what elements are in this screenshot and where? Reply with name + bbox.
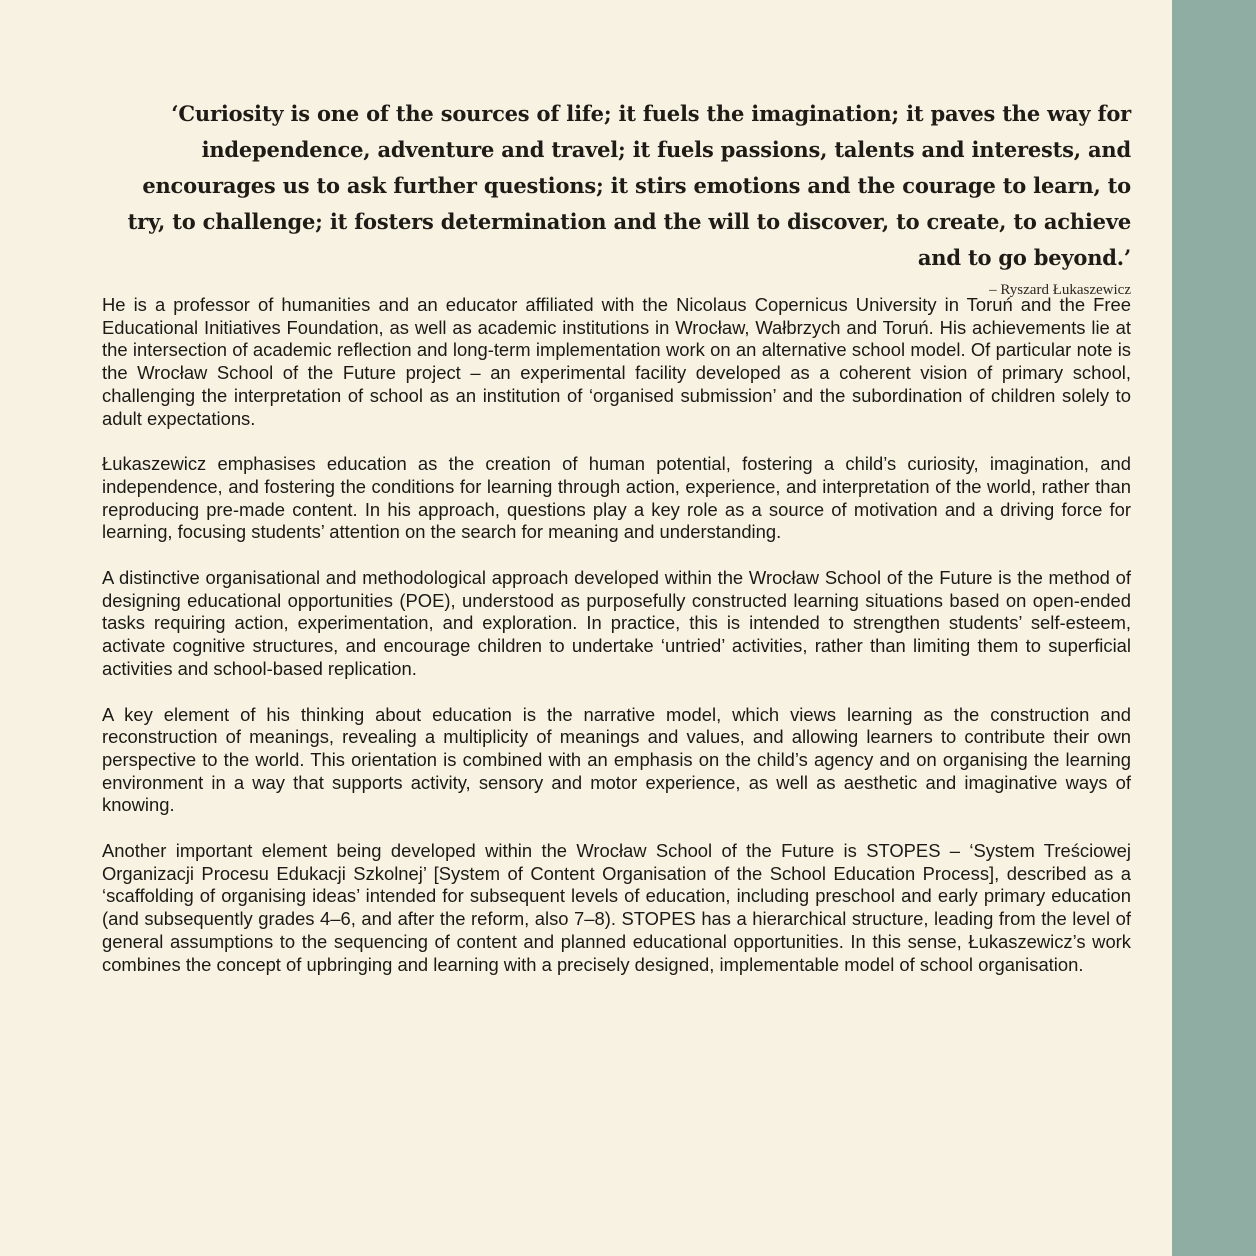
quote-text: ‘Curiosity is one of the sources of life; it fuels the imagination; it paves the way for independence, adventure and travel; it fuels passions, talents and interests, and encourages us to ask further questions; it stirs emotions and the courage to learn, to try, to challenge; it fosters determination and the will to discover, to create, to achieve and to go beyond.’ bbox=[127, 101, 1131, 270]
paragraph-3: A distinctive organisational and methodological approach developed within the Wrocław School of the Future is the method of designing educational opportunities (POE), understood as purposefully constructed learning situations based on open-ended tasks requiring action, experimentation, and exploration. In practice, this is intended to strengthen students’ self-esteem, activate cognitive structures, and encourage children to undertake ‘untried’ activities, rather than limiting them to superficial activities and school-based replication. bbox=[102, 567, 1131, 679]
paragraph-2: Łukaszewicz emphasises education as the creation of human potential, fostering a child’s curiosity, imagination, and independence, and fostering the conditions for learning through action, experience, and interpretation of the world, rather than reproducing pre-made content. In his approach, questions play a key role as a source of motivation and a driving force for learning, focusing students’ attention on the search for meaning and understanding. bbox=[102, 453, 1131, 543]
paragraph-4: A key element of his thinking about education is the narrative model, which views learning as the construction and reconstruction of meanings, revealing a multiplicity of meanings and values, and allowing learners to contribute their own perspective to the world. This orientation is combined with an emphasis on the child’s agency and on organising the learning environment in a way that supports activity, sensory and motor experience, as well as aesthetic and imaginative ways of knowing. bbox=[102, 703, 1131, 816]
paragraph-5: Another important element being developed within the Wrocław School of the Future is STOPES – ‘System Treściowej Organizacji Procesu Edukacji Szkolnej’ [System of Content Organisation of the School Education Process], described as a ‘scaffolding of organising ideas’ intended for subsequent levels of education, including preschool and early primary education (and subsequently grades 4–6, and after the reform, also 7–8). STOPES has a hierarchical structure, leading from the level of general assumptions to the sequencing of content and planned educational opportunities. In this sense, Łukaszewicz’s work combines the concept of upbringing and learning with a precisely designed, implementable model of school organisation. bbox=[102, 840, 1131, 975]
epigraph-quote bbox=[102, 96, 1131, 300]
quote-attribution: – Ryszard Łukaszewicz bbox=[989, 282, 1131, 298]
body-text bbox=[102, 294, 1131, 999]
decorative-side-band bbox=[1172, 0, 1256, 1256]
paragraph-1: He is a professor of humanities and an educator affiliated with the Nicolaus Copernicus University in Toruń and the Free Educational Initiatives Foundation, as well as academic institutions in Wrocław, Wałbrzych and Toruń. His achievements lie at the intersection of academic reflection and long-term implementation work on an alternative school model. Of particular note is the Wrocław School of the Future project – an experimental facility developed as a coherent vision of primary school, challenging the interpretation of school as an institution of ‘organised submission’ and the subordination of children solely to adult expectations. bbox=[102, 294, 1131, 429]
